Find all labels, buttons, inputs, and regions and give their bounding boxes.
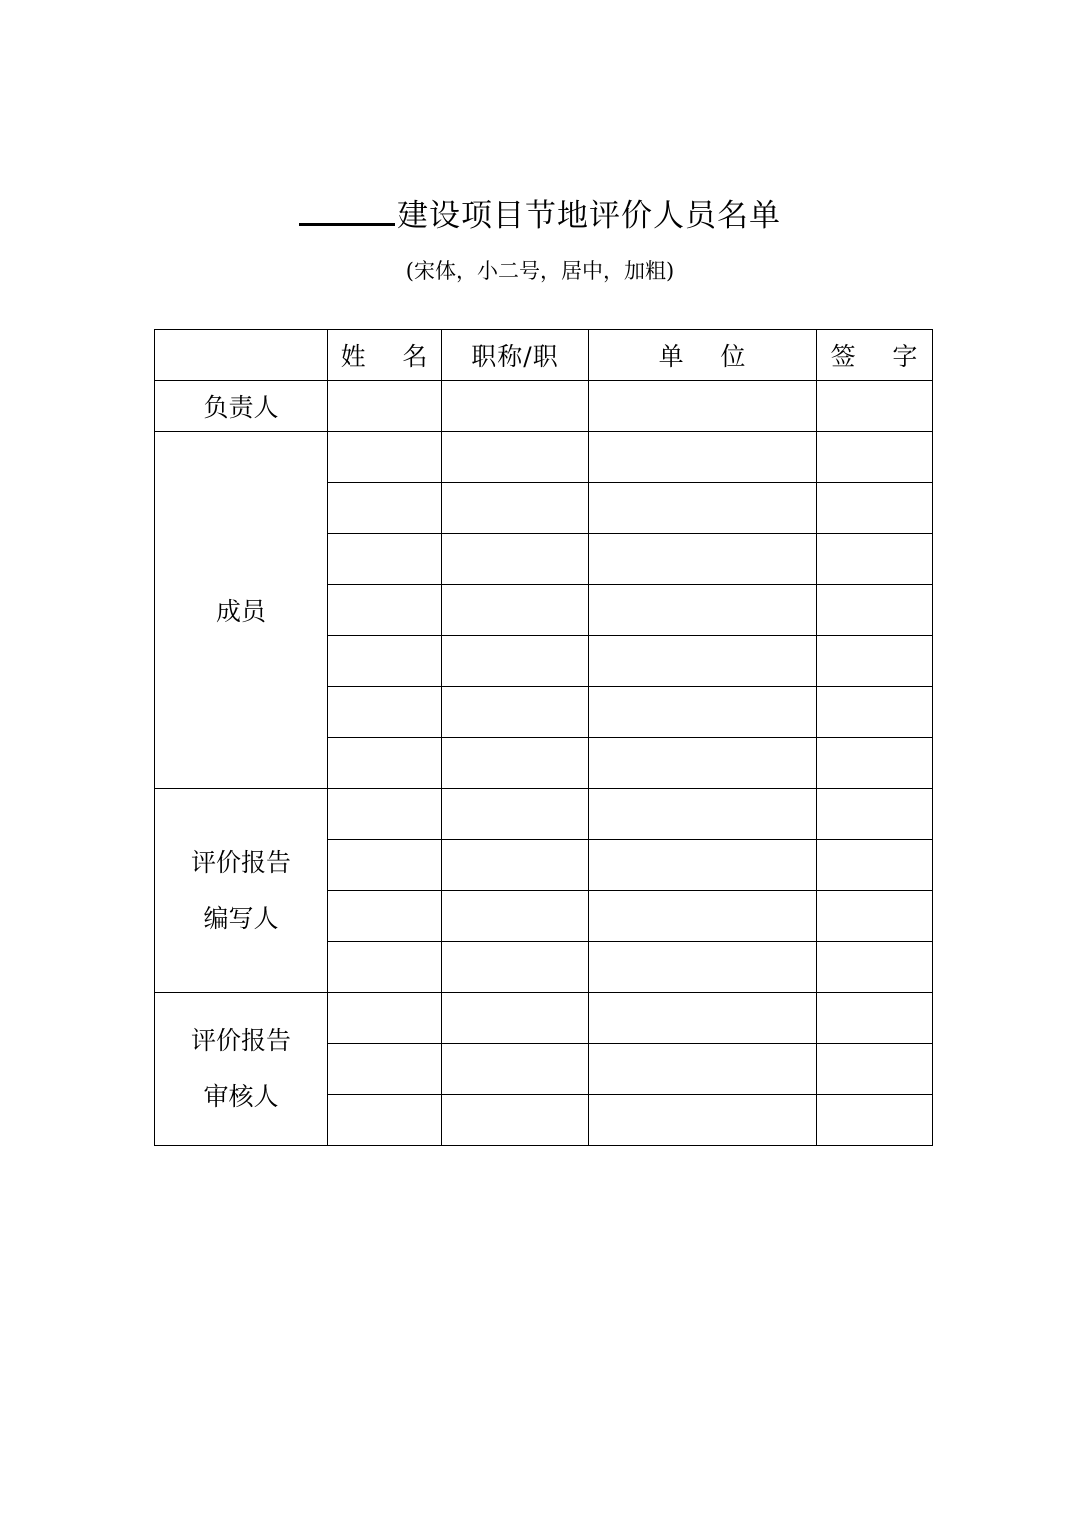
unit-cell[interactable]	[589, 534, 817, 585]
page-title	[0, 192, 1080, 240]
unit-cell[interactable]	[589, 738, 817, 789]
title-text: 建设项目节地评价人员名单	[397, 198, 781, 234]
title-cell[interactable]	[442, 942, 589, 993]
group-label-reviewers	[155, 993, 328, 1146]
name-cell[interactable]	[328, 483, 442, 534]
table-row	[155, 381, 933, 432]
name-cell[interactable]	[328, 534, 442, 585]
name-cell[interactable]	[328, 942, 442, 993]
name-cell[interactable]	[328, 789, 442, 840]
table-row	[155, 432, 933, 483]
group-label-writers	[155, 789, 328, 993]
title-cell[interactable]	[442, 534, 589, 585]
name-cell[interactable]	[328, 1095, 442, 1146]
signature-cell[interactable]	[817, 738, 933, 789]
unit-cell[interactable]	[589, 942, 817, 993]
unit-cell[interactable]	[589, 636, 817, 687]
unit-cell[interactable]	[589, 687, 817, 738]
table-row	[155, 789, 933, 840]
name-cell[interactable]	[328, 1044, 442, 1095]
header-name: 姓 名	[328, 330, 442, 381]
signature-cell[interactable]	[817, 1095, 933, 1146]
unit-cell[interactable]	[589, 840, 817, 891]
name-cell[interactable]	[328, 891, 442, 942]
title-blank-line[interactable]	[299, 197, 395, 226]
title-cell[interactable]	[442, 432, 589, 483]
header-row	[155, 330, 933, 381]
title-cell[interactable]	[442, 789, 589, 840]
writers-label-line1: 评价报告	[190, 847, 291, 877]
name-cell[interactable]	[328, 840, 442, 891]
title-cell[interactable]	[442, 891, 589, 942]
name-cell[interactable]	[328, 687, 442, 738]
signature-cell[interactable]	[817, 687, 933, 738]
name-cell[interactable]	[328, 636, 442, 687]
signature-cell[interactable]	[817, 483, 933, 534]
title-cell[interactable]	[442, 1095, 589, 1146]
unit-cell[interactable]	[589, 993, 817, 1044]
unit-cell[interactable]	[589, 432, 817, 483]
signature-cell[interactable]	[817, 636, 933, 687]
signature-cell[interactable]	[817, 1044, 933, 1095]
unit-cell[interactable]	[589, 381, 817, 432]
group-label-leader: 负责人	[155, 381, 328, 432]
title-cell[interactable]	[442, 993, 589, 1044]
title-cell[interactable]	[442, 483, 589, 534]
title-cell[interactable]	[442, 738, 589, 789]
signature-cell[interactable]	[817, 534, 933, 585]
format-note: (宋体，小二号，居中，加粗)	[405, 259, 675, 283]
signature-cell[interactable]	[817, 891, 933, 942]
unit-cell[interactable]	[589, 1095, 817, 1146]
title-cell[interactable]	[442, 636, 589, 687]
header-title: 职称/职	[442, 330, 589, 381]
header-signature: 签 字	[817, 330, 933, 381]
name-cell[interactable]	[328, 432, 442, 483]
name-cell[interactable]	[328, 381, 442, 432]
personnel-table	[154, 329, 933, 1146]
reviewers-label-line1: 评价报告	[190, 1026, 291, 1055]
table-row	[155, 993, 933, 1044]
signature-cell[interactable]	[817, 432, 933, 483]
header-corner-cell	[155, 330, 328, 381]
signature-cell[interactable]	[817, 942, 933, 993]
title-cell[interactable]	[442, 1044, 589, 1095]
group-label-members: 成员	[155, 432, 328, 789]
unit-cell[interactable]	[589, 789, 817, 840]
signature-cell[interactable]	[817, 840, 933, 891]
unit-cell[interactable]	[589, 483, 817, 534]
signature-cell[interactable]	[817, 381, 933, 432]
title-cell[interactable]	[442, 687, 589, 738]
reviewers-label-line2: 审核人	[203, 1082, 279, 1111]
title-cell[interactable]	[442, 381, 589, 432]
header-unit: 单 位	[589, 330, 817, 381]
name-cell[interactable]	[328, 585, 442, 636]
writers-label-line2: 编写人	[203, 903, 279, 933]
unit-cell[interactable]	[589, 585, 817, 636]
title-cell[interactable]	[442, 840, 589, 891]
unit-cell[interactable]	[589, 1044, 817, 1095]
name-cell[interactable]	[328, 738, 442, 789]
name-cell[interactable]	[328, 993, 442, 1044]
signature-cell[interactable]	[817, 585, 933, 636]
signature-cell[interactable]	[817, 993, 933, 1044]
signature-cell[interactable]	[817, 789, 933, 840]
unit-cell[interactable]	[589, 891, 817, 942]
title-cell[interactable]	[442, 585, 589, 636]
